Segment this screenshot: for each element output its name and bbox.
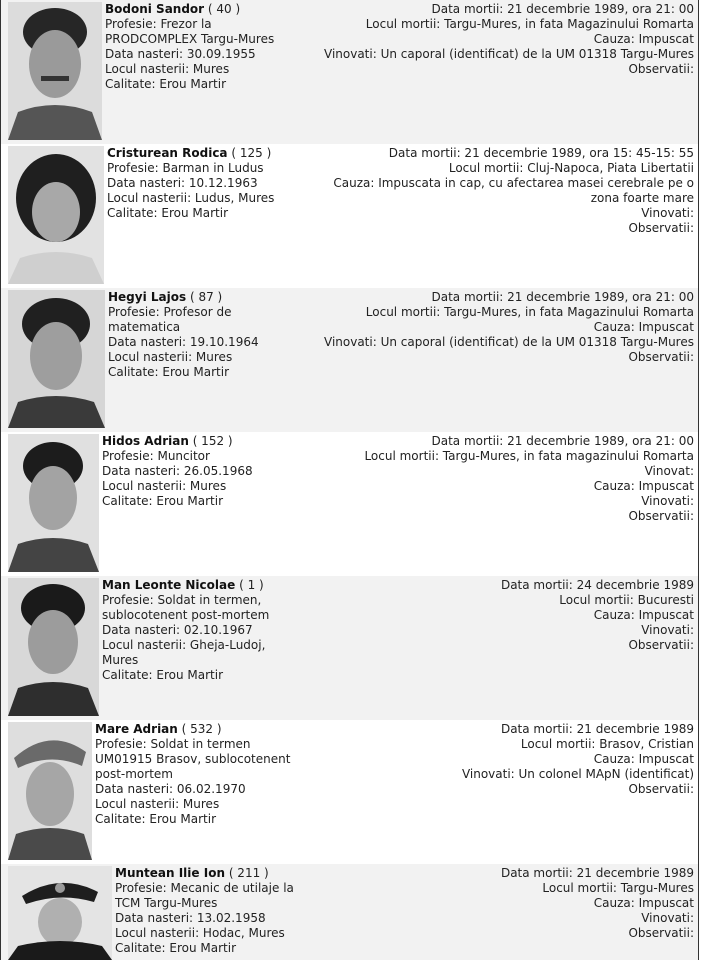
record-hidos-adrian bbox=[1, 432, 698, 576]
death-place: Locul mortii: Bucuresti bbox=[559, 593, 694, 607]
death-details bbox=[501, 578, 694, 653]
observations: Observatii: bbox=[628, 350, 694, 364]
status-line: Calitate: Erou Martir bbox=[107, 206, 229, 220]
profession-line: Profesie: Soldat in termen, bbox=[102, 593, 262, 607]
observations: Observatii: bbox=[628, 221, 694, 235]
culprits: Vinovati: Un colonel MApN (identificat) bbox=[461, 767, 694, 781]
death-cause: Cauza: Impuscat bbox=[593, 320, 694, 334]
culprits: Vinovati: bbox=[641, 206, 694, 220]
birth-place: Locul nasterii: Mures bbox=[95, 797, 220, 811]
profession-line: matematica bbox=[108, 320, 181, 334]
status-line: Calitate: Erou Martir bbox=[102, 668, 224, 682]
death-place: Locul mortii: Targu-Mures, in fata Magazinului Romarta bbox=[365, 17, 694, 31]
person-details bbox=[105, 288, 259, 432]
birth-date: Data nasteri: 30.09.1955 bbox=[105, 47, 256, 61]
person-name: Hegyi Lajos bbox=[108, 290, 187, 304]
death-date: Data mortii: 21 decembrie 1989, ora 21: 00 bbox=[431, 290, 694, 304]
birth-place: Locul nasterii: Ludus, Mures bbox=[107, 191, 275, 205]
death-date: Data mortii: 21 decembrie 1989 bbox=[500, 722, 694, 736]
portrait-icon bbox=[8, 434, 99, 572]
portrait-icon bbox=[8, 2, 102, 140]
person-name: Muntean Ilie Ion bbox=[115, 866, 225, 880]
status-line: Calitate: Erou Martir bbox=[115, 941, 237, 955]
person-details bbox=[104, 144, 274, 288]
culprits: Vinovati: Un caporal (identificat) de la UM 01318 Targu-Mures bbox=[324, 47, 694, 61]
profession-line: Profesie: Barman in Ludus bbox=[107, 161, 264, 175]
person-name: Hidos Adrian bbox=[102, 434, 189, 448]
person-number: ( 532 ) bbox=[181, 722, 222, 736]
death-details bbox=[501, 866, 694, 941]
death-details bbox=[333, 146, 694, 236]
death-place: Locul mortii: Targu-Mures, in fata Magazinului Romarta bbox=[365, 305, 694, 319]
status-line: Calitate: Erou Martir bbox=[108, 365, 230, 379]
birth-place: Locul nasterii: Gheja-Ludoj, bbox=[102, 638, 266, 652]
birth-place: Locul nasterii: Hodac, Mures bbox=[115, 926, 285, 940]
birth-date: Data nasteri: 10.12.1963 bbox=[107, 176, 258, 190]
death-place: Locul mortii: Targu-Mures bbox=[542, 881, 694, 895]
culprits: Vinovati: bbox=[641, 911, 694, 925]
record-man-leonte-nicolae bbox=[1, 576, 698, 720]
observations: Observatii: bbox=[628, 926, 694, 940]
death-cause: Cauza: Impuscat bbox=[593, 608, 694, 622]
person-details bbox=[102, 0, 274, 144]
person-details bbox=[99, 432, 253, 576]
record-muntean-ilie-ion bbox=[1, 864, 698, 960]
culprit-single: Vinovat: bbox=[644, 464, 694, 478]
person-number: ( 211 ) bbox=[228, 866, 269, 880]
culprits: Vinovati: bbox=[641, 623, 694, 637]
observations: Observatii: bbox=[628, 509, 694, 523]
record-cristurean-rodica bbox=[1, 144, 698, 288]
birth-date: Data nasteri: 13.02.1958 bbox=[115, 911, 266, 925]
portrait-icon bbox=[8, 866, 112, 960]
death-details bbox=[462, 722, 694, 797]
record-bodoni-sandor bbox=[1, 0, 698, 144]
death-details bbox=[324, 290, 694, 365]
portrait-photo bbox=[8, 2, 102, 140]
birth-place: Locul nasterii: Mures bbox=[102, 479, 227, 493]
profession-line: post-mortem bbox=[95, 767, 173, 781]
person-number: ( 40 ) bbox=[207, 2, 241, 16]
profession-line: sublocotenent post-mortem bbox=[102, 608, 270, 622]
person-name: Bodoni Sandor bbox=[105, 2, 205, 16]
profession-line: UM01915 Brasov, sublocotenent bbox=[95, 752, 291, 766]
culprits: Vinovati: Un caporal (identificat) de la UM 01318 Targu-Mures bbox=[324, 335, 694, 349]
death-place: Locul mortii: Brasov, Cristian bbox=[520, 737, 694, 751]
portrait-photo bbox=[8, 434, 99, 572]
status-line: Calitate: Erou Martir bbox=[95, 812, 217, 826]
person-number: ( 1 ) bbox=[239, 578, 264, 592]
portrait-icon bbox=[8, 722, 92, 860]
death-details bbox=[324, 2, 694, 77]
birth-place: Locul nasterii: Mures bbox=[108, 350, 233, 364]
record-mare-adrian bbox=[1, 720, 698, 864]
observations: Observatii: bbox=[628, 62, 694, 76]
person-details bbox=[99, 576, 269, 720]
observations: Observatii: bbox=[628, 782, 694, 796]
profession-line: TCM Targu-Mures bbox=[115, 896, 218, 910]
death-cause-cont: zona foarte mare bbox=[590, 191, 694, 205]
portrait-icon bbox=[8, 578, 99, 716]
status-line: Calitate: Erou Martir bbox=[102, 494, 224, 508]
death-cause: Cauza: Impuscat bbox=[593, 896, 694, 910]
birth-date: Data nasteri: 02.10.1967 bbox=[102, 623, 253, 637]
person-details bbox=[112, 864, 294, 960]
death-cause: Cauza: Impuscat bbox=[593, 479, 694, 493]
portrait-photo bbox=[8, 290, 105, 428]
person-number: ( 125 ) bbox=[231, 146, 272, 160]
profession-line: Profesie: Soldat in termen bbox=[95, 737, 251, 751]
death-place: Locul mortii: Targu-Mures, in fata magazinului Romarta bbox=[364, 449, 694, 463]
person-name: Mare Adrian bbox=[95, 722, 178, 736]
portrait-photo bbox=[8, 146, 104, 284]
portrait-photo bbox=[8, 578, 99, 716]
death-details bbox=[364, 434, 694, 524]
birth-date: Data nasteri: 06.02.1970 bbox=[95, 782, 246, 796]
portrait-photo bbox=[8, 866, 112, 960]
portrait-icon bbox=[8, 146, 104, 284]
death-place: Locul mortii: Cluj-Napoca, Piata Libertatii bbox=[448, 161, 694, 175]
birth-place-cont: Mures bbox=[102, 653, 139, 667]
death-cause: Cauza: Impuscata in cap, cu afectarea masei cerebrale pe o bbox=[333, 176, 694, 190]
profession-line: Profesie: Muncitor bbox=[102, 449, 210, 463]
profession-line: Profesie: Frezor la bbox=[105, 17, 212, 31]
observations: Observatii: bbox=[628, 638, 694, 652]
portrait-photo bbox=[8, 722, 92, 860]
birth-place: Locul nasterii: Mures bbox=[105, 62, 230, 76]
death-date: Data mortii: 21 decembrie 1989 bbox=[500, 866, 694, 880]
portrait-icon bbox=[8, 290, 105, 428]
birth-date: Data nasteri: 19.10.1964 bbox=[108, 335, 259, 349]
person-name: Man Leonte Nicolae bbox=[102, 578, 236, 592]
status-line: Calitate: Erou Martir bbox=[105, 77, 227, 91]
death-date: Data mortii: 24 decembrie 1989 bbox=[500, 578, 694, 592]
death-date: Data mortii: 21 decembrie 1989, ora 21: 00 bbox=[431, 434, 694, 448]
profession-line: Profesie: Profesor de bbox=[108, 305, 232, 319]
death-date: Data mortii: 21 decembrie 1989, ora 21: 00 bbox=[431, 2, 694, 16]
death-cause: Cauza: Impuscat bbox=[593, 752, 694, 766]
person-number: ( 87 ) bbox=[189, 290, 223, 304]
death-cause: Cauza: Impuscat bbox=[593, 32, 694, 46]
birth-date: Data nasteri: 26.05.1968 bbox=[102, 464, 253, 478]
record-hegyi-lajos bbox=[1, 288, 698, 432]
person-details bbox=[92, 720, 290, 864]
profession-line: PRODCOMPLEX Targu-Mures bbox=[105, 32, 275, 46]
death-date: Data mortii: 21 decembrie 1989, ora 15: 45-15: 55 bbox=[388, 146, 694, 160]
culprits: Vinovati: bbox=[641, 494, 694, 508]
person-name: Cristurean Rodica bbox=[107, 146, 228, 160]
person-number: ( 152 ) bbox=[192, 434, 233, 448]
profession-line: Profesie: Mecanic de utilaje la bbox=[115, 881, 294, 895]
